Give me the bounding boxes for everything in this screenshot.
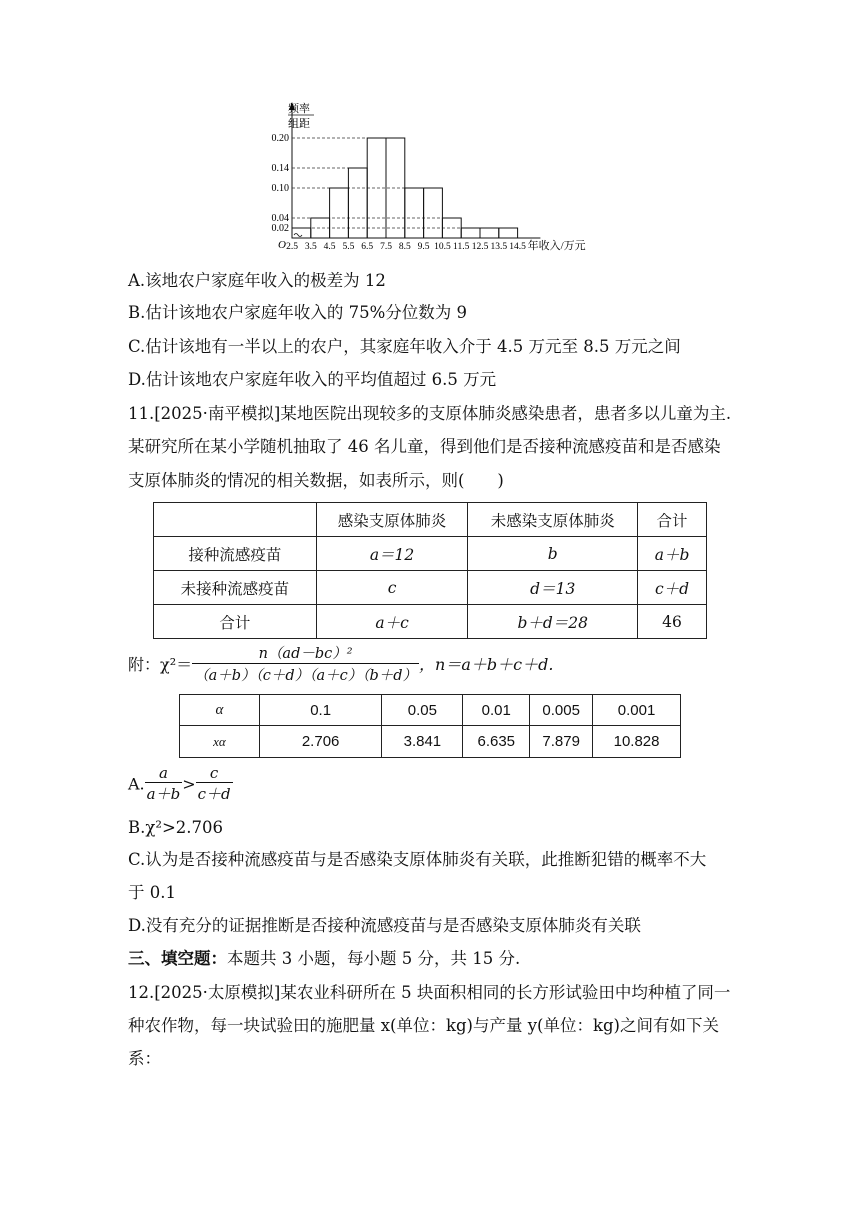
histogram-bar	[424, 188, 443, 238]
fraction-c-denominator: c＋d	[197, 785, 231, 803]
q12-stem-line3: 系：	[128, 1049, 161, 1068]
table-cell: 接种流感疫苗	[154, 537, 317, 571]
alpha-label: α	[180, 695, 260, 726]
section-description: 本题共 3 小题，每小题 5 分，共 15 分.	[227, 949, 521, 968]
y-tick-label: 0.10	[271, 183, 289, 194]
formula-prefix: 附：χ²＝	[128, 655, 193, 674]
x-tick-label: 9.5	[417, 242, 430, 252]
alpha-value: 0.005	[530, 695, 593, 726]
formula-numerator: n（ad－bc）²	[192, 642, 419, 664]
x-tick-label: 5.5	[342, 242, 355, 252]
x-alpha-value: 10.828	[593, 726, 681, 758]
x-tick-label: 4.5	[323, 242, 336, 252]
y-tick-label: 0.04	[271, 213, 289, 224]
x-alpha-value: 2.706	[259, 726, 382, 758]
x-tick-label: 6.5	[361, 242, 374, 252]
q12-stem-line2: 种农作物，每一块试验田的施肥量 x(单位：kg)与产量 y(单位：kg)之间有如下关	[128, 1016, 719, 1035]
q10-option-a: A.该地农户家庭年收入的极差为 12	[128, 271, 386, 290]
greater-than-sign: >	[182, 774, 196, 794]
formula-denominator: （a＋b）（c＋d）（a＋c）（b＋d）	[194, 668, 418, 684]
table-header-cell	[154, 503, 317, 537]
option-a-prefix: A.	[128, 774, 145, 794]
q11-option-a	[128, 764, 233, 804]
x-alpha-label: xα	[180, 726, 260, 758]
table-cell: b＋d＝28	[468, 605, 638, 639]
axis-break-mark	[294, 234, 302, 237]
q11-option-c-line1: C.认为是否接种流感疫苗与是否感染支原体肺炎有关联，此推断犯错的概率不大	[128, 850, 707, 869]
table-cell: a＝12	[316, 537, 468, 571]
table-cell: a＋c	[316, 605, 468, 639]
section-three-heading	[128, 948, 520, 970]
table-cell: 合计	[154, 605, 317, 639]
fraction-c-numerator: c	[196, 764, 233, 783]
y-axis-label-top: 频率	[288, 103, 310, 115]
x-alpha-value: 7.879	[530, 726, 593, 758]
y-tick-label: 0.02	[271, 223, 289, 234]
fraction-a-numerator: a	[145, 764, 183, 783]
formula-suffix: ，n＝a＋b＋c＋d.	[419, 655, 554, 674]
table-header-cell: 合计	[638, 503, 707, 537]
contingency-table	[153, 502, 707, 639]
x-tick-label: 8.5	[398, 242, 411, 252]
x-tick-label: 11.5	[453, 242, 470, 252]
histogram-bar	[330, 188, 349, 238]
table-cell: a＋b	[638, 537, 707, 571]
alpha-value: 0.01	[463, 695, 530, 726]
x-tick-label: 10.5	[434, 242, 451, 252]
histogram-bar	[348, 168, 367, 238]
table-cell: c	[316, 571, 468, 605]
critical-value-table	[179, 694, 681, 758]
fraction-a-denominator: a＋b	[146, 785, 181, 803]
q10-option-c: C.估计该地有一半以上的农户，其家庭年收入介于 4.5 万元至 8.5 万元之间	[128, 337, 681, 356]
x-tick-label: 14.5	[509, 242, 526, 252]
x-tick-label: 2.5	[286, 242, 298, 252]
section-title: 三、填空题：	[128, 949, 227, 968]
table-header-cell: 未感染支原体肺炎	[468, 503, 638, 537]
x-tick-label: 3.5	[304, 242, 317, 252]
q12-stem-line1: 12.[2025·太原模拟]某农业科研所在 5 块面积相同的长方形试验田中均种植了同一	[128, 983, 731, 1002]
x-alpha-value: 3.841	[382, 726, 463, 758]
table-cell: b	[468, 537, 638, 571]
y-axis-label-bottom: 组距	[288, 118, 310, 130]
histogram-bar	[480, 228, 499, 238]
q11-option-b: B.χ²>2.706	[128, 818, 224, 837]
histogram-bar	[405, 188, 424, 238]
histogram-bar	[499, 228, 518, 238]
frequency-histogram	[262, 98, 622, 258]
q11-option-d: D.没有充分的证据推断是否接种流感疫苗与是否感染支原体肺炎有关联	[128, 916, 641, 935]
q10-option-d: D.估计该地农户家庭年收入的平均值超过 6.5 万元	[128, 370, 497, 389]
histogram-bar	[292, 228, 311, 238]
table-header-cell: 感染支原体肺炎	[316, 503, 468, 537]
chi-square-formula	[128, 642, 553, 685]
alpha-value: 0.001	[593, 695, 681, 726]
q11-stem-line3: 支原体肺炎的情况的相关数据，如表所示，则( )	[128, 471, 504, 490]
x-alpha-value: 6.635	[463, 726, 530, 758]
table-cell: 46	[638, 605, 707, 639]
table-cell: 未接种流感疫苗	[154, 571, 317, 605]
x-tick-label: 12.5	[471, 242, 489, 252]
x-tick-label: 13.5	[490, 242, 508, 252]
q11-stem-line1: 11.[2025·南平模拟]某地医院出现较多的支原体肺炎感染患者，患者多以儿童为主.	[128, 404, 732, 423]
table-cell: c＋d	[638, 571, 707, 605]
table-cell: d＝13	[468, 571, 638, 605]
q10-option-b: B.估计该地农户家庭年收入的 75%分位数为 9	[128, 303, 468, 322]
y-tick-label: 0.14	[271, 163, 289, 174]
x-axis-label: 年收入/万元	[527, 240, 586, 252]
origin-label: O	[278, 239, 286, 251]
histogram-bar	[461, 228, 480, 238]
alpha-value: 0.05	[382, 695, 463, 726]
y-tick-label: 0.20	[271, 133, 289, 144]
q11-stem-line2: 某研究所在某小学随机抽取了 46 名儿童，得到他们是否接种流感疫苗和是否感染	[128, 437, 721, 456]
alpha-value: 0.1	[259, 695, 382, 726]
x-tick-label: 7.5	[380, 242, 392, 252]
q11-option-c-line2: 于 0.1	[128, 883, 176, 902]
